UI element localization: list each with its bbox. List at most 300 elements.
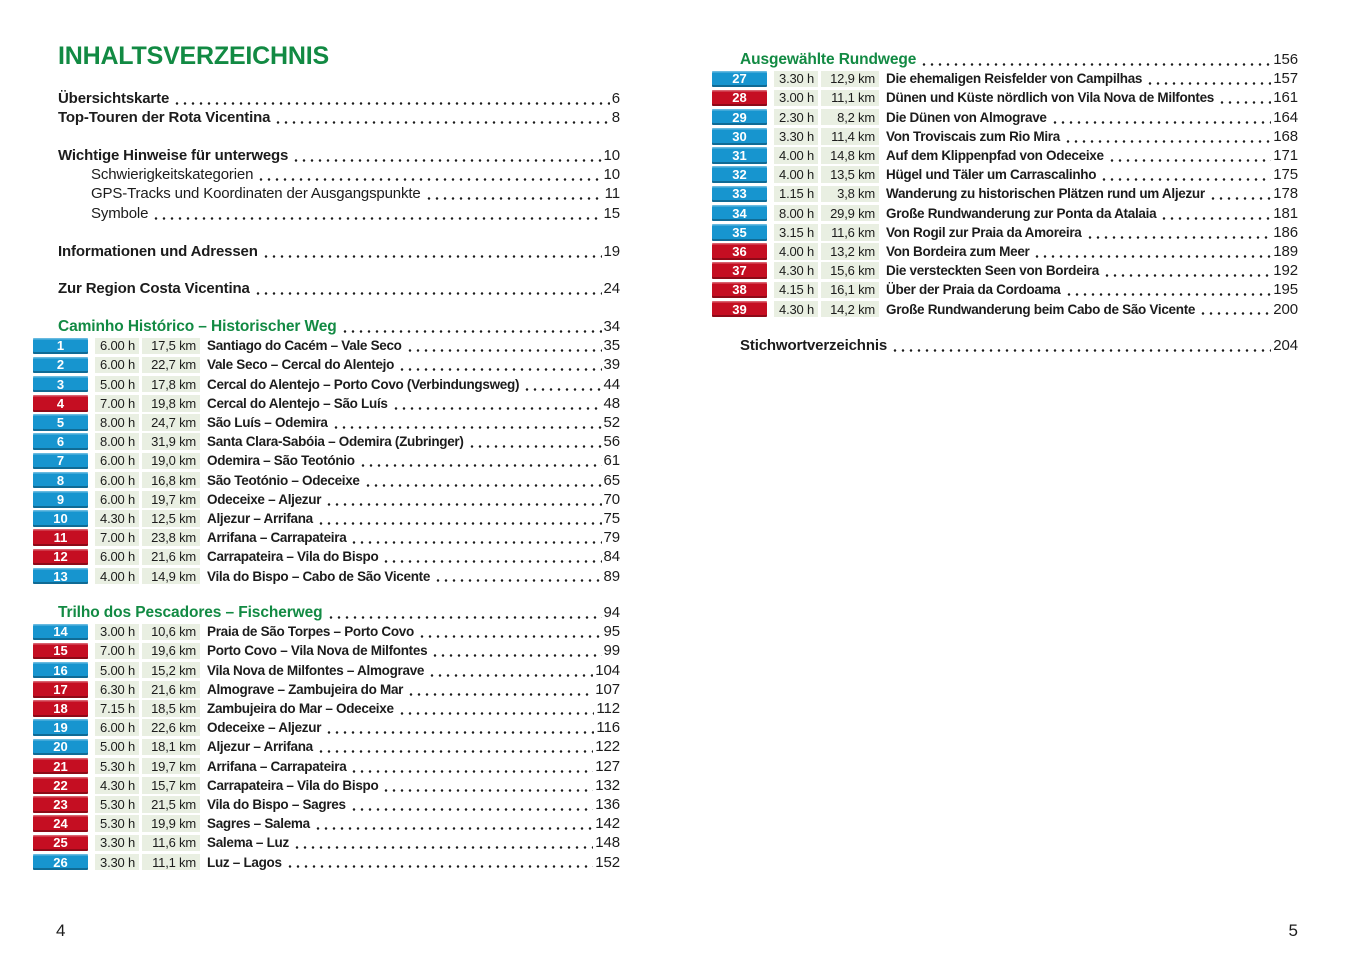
dot-leader: [1209, 184, 1271, 203]
page-number: 178: [1273, 185, 1298, 203]
toc-block-overview: [58, 89, 620, 127]
route-row: [712, 299, 1298, 318]
route-row: [712, 223, 1298, 242]
route-duration: 7.00 h: [95, 529, 139, 546]
page-number: 164: [1273, 108, 1298, 126]
dot-leader: [257, 165, 601, 184]
route-name: Arrifana – Carrapateira: [207, 530, 347, 546]
toc-block-trilho: [33, 603, 620, 872]
route-number-badge: 4: [33, 395, 88, 412]
page-number: 35: [603, 337, 620, 355]
page-number: 104: [595, 661, 620, 679]
route-row: [33, 737, 620, 756]
route-duration: 6.30 h: [95, 681, 139, 698]
page-number: 195: [1273, 281, 1298, 299]
route-distance: 31,9 km: [142, 433, 200, 450]
entry-label: Übersichtskarte: [58, 90, 170, 108]
route-row: [33, 547, 620, 566]
page-number: 79: [603, 529, 620, 547]
route-row: [712, 280, 1298, 299]
route-name: Carrapateira – Vila do Bispo: [207, 549, 379, 565]
page-number: 56: [603, 433, 620, 451]
toc-row: [58, 184, 620, 203]
dot-leader: [286, 852, 594, 871]
route-name: Vale Seco – Cercal do Alentejo: [207, 357, 395, 373]
route-distance: 21,5 km: [142, 796, 200, 813]
route-number-badge: 15: [33, 643, 88, 660]
section-title: Caminho Histórico – Historischer Weg: [58, 317, 337, 335]
route-duration: 5.00 h: [95, 376, 139, 393]
route-row: [712, 165, 1298, 184]
dot-leader: [920, 50, 1271, 69]
route-number-badge: 33: [712, 186, 767, 203]
route-distance: 12,5 km: [142, 510, 200, 527]
route-duration: 7.00 h: [95, 395, 139, 412]
route-distance: 17,8 km: [142, 376, 200, 393]
route-name: Cercal do Alentejo – Porto Covo (Verbindungsweg): [207, 376, 520, 392]
route-distance: 19,9 km: [142, 815, 200, 832]
route-distance: 15,7 km: [142, 777, 200, 794]
route-number-badge: 31: [712, 147, 767, 164]
route-number-badge: 38: [712, 282, 767, 299]
page-number: 24: [603, 280, 620, 298]
route-row: [33, 680, 620, 699]
route-distance: 10,6 km: [142, 624, 200, 641]
route-number-badge: 32: [712, 166, 767, 183]
route-number-badge: 8: [33, 472, 88, 489]
route-duration: 6.00 h: [95, 338, 139, 355]
dot-leader: [293, 833, 593, 852]
route-number-badge: 11: [33, 529, 88, 546]
dot-leader: [431, 641, 601, 660]
page-number: 175: [1273, 166, 1298, 184]
route-duration: 3.15 h: [774, 224, 818, 241]
route-distance: 21,6 km: [142, 681, 200, 698]
route-row: [33, 718, 620, 737]
route-distance: 13,2 km: [821, 243, 879, 260]
route-number-badge: 2: [33, 357, 88, 374]
dot-leader: [254, 279, 602, 298]
route-duration: 5.30 h: [95, 815, 139, 832]
route-distance: 18,5 km: [142, 700, 200, 717]
route-number-badge: 18: [33, 700, 88, 717]
route-distance: 14,2 km: [821, 301, 879, 318]
route-row: [33, 375, 620, 394]
route-duration: 6.00 h: [95, 472, 139, 489]
toc-row: [58, 89, 620, 108]
route-distance: 11,1 km: [142, 854, 200, 871]
page-number: 52: [603, 414, 620, 432]
page-number: 181: [1273, 204, 1298, 222]
route-duration: 3.30 h: [95, 854, 139, 871]
page-number: 127: [595, 757, 620, 775]
toc-row: [58, 108, 620, 127]
toc-row: [712, 50, 1298, 69]
route-row: [33, 336, 620, 355]
route-row: [33, 471, 620, 490]
route-row: [33, 451, 620, 470]
route-number-badge: 7: [33, 453, 88, 470]
route-duration: 4.30 h: [774, 262, 818, 279]
route-number-badge: 28: [712, 90, 767, 107]
toc-row: [58, 242, 620, 261]
page-number: 89: [603, 567, 620, 585]
dot-leader: [317, 509, 602, 528]
toc-block-caminho: [33, 317, 620, 586]
route-name: Arrifana – Carrapateira: [207, 758, 347, 774]
route-name: Sagres – Salema: [207, 816, 310, 832]
toc-block-region: [58, 279, 620, 298]
route-duration: 7.00 h: [95, 643, 139, 660]
page-number: 107: [595, 680, 620, 698]
dot-leader: [350, 795, 594, 814]
dot-leader: [173, 89, 610, 108]
page-number: 70: [603, 490, 620, 508]
dot-leader: [1218, 88, 1271, 107]
route-duration: 6.00 h: [95, 453, 139, 470]
dot-leader: [523, 375, 601, 394]
dot-leader: [1051, 108, 1272, 127]
route-number-badge: 17: [33, 681, 88, 698]
route-distance: 29,9 km: [821, 205, 879, 222]
page-number: 189: [1273, 242, 1298, 260]
page-number: 161: [1273, 89, 1298, 107]
page-number: 10: [603, 166, 620, 184]
route-name: São Teotónio – Odeceixe: [207, 472, 360, 488]
route-row: [33, 852, 620, 871]
route-name: Porto Covo – Vila Nova de Milfontes: [207, 643, 428, 659]
route-distance: 19,7 km: [142, 758, 200, 775]
route-row: [33, 413, 620, 432]
page-number: 200: [1273, 300, 1298, 318]
page-number: 148: [595, 834, 620, 852]
route-distance: 24,7 km: [142, 414, 200, 431]
route-name: Große Rundwanderung zur Ponta da Atalaia: [886, 205, 1157, 221]
page-number: 84: [603, 548, 620, 566]
entry-label: Top-Touren der Rota Vicentina: [58, 109, 271, 127]
dot-leader: [891, 336, 1271, 355]
route-row: [33, 490, 620, 509]
page-number: 75: [603, 509, 620, 527]
dot-leader: [350, 757, 593, 776]
route-duration: 3.30 h: [774, 128, 818, 145]
route-row: [33, 795, 620, 814]
route-row: [712, 69, 1298, 88]
page-number: 61: [603, 452, 620, 470]
route-distance: 11,1 km: [821, 90, 879, 107]
toc-row: [58, 165, 620, 184]
route-distance: 11,6 km: [142, 835, 200, 852]
dot-leader: [341, 317, 602, 336]
route-row: [33, 394, 620, 413]
route-distance: 13,5 km: [821, 166, 879, 183]
route-duration: 2.30 h: [774, 109, 818, 126]
dot-leader: [325, 718, 594, 737]
dot-leader: [292, 146, 601, 165]
route-name: Von Rogil zur Praia da Amoreira: [886, 224, 1082, 240]
page-number: 122: [595, 738, 620, 756]
route-name: Die versteckten Seen von Bordeira: [886, 263, 1099, 279]
dot-leader: [1100, 165, 1271, 184]
page-number: 204: [1273, 337, 1298, 355]
route-row: [33, 814, 620, 833]
route-duration: 3.00 h: [95, 624, 139, 641]
page-number: 157: [1273, 70, 1298, 88]
route-row: [33, 699, 620, 718]
route-duration: 4.00 h: [774, 166, 818, 183]
dot-leader: [1160, 204, 1271, 223]
dot-leader: [327, 603, 602, 622]
dot-leader: [392, 394, 602, 413]
route-duration: 4.30 h: [95, 777, 139, 794]
page-number: 15: [603, 204, 620, 222]
page-number: 142: [595, 815, 620, 833]
toc-row: [740, 336, 1298, 355]
route-number-badge: 6: [33, 433, 88, 450]
route-number-badge: 27: [712, 71, 767, 88]
route-name: Die Dünen von Almograve: [886, 109, 1047, 125]
route-name: Von Bordeira zum Meer: [886, 243, 1030, 259]
toc-block-index: [740, 336, 1298, 355]
route-duration: 4.00 h: [774, 243, 818, 260]
route-row: [712, 261, 1298, 280]
page-number: 34: [603, 318, 620, 336]
route-number-badge: 35: [712, 224, 767, 241]
route-distance: 19,0 km: [142, 453, 200, 470]
page-folio-left: 4: [56, 921, 66, 940]
page-number: 156: [1273, 51, 1298, 69]
route-name: Almograve – Zambujeira do Mar: [207, 681, 404, 697]
route-number-badge: 20: [33, 739, 88, 756]
route-distance: 14,8 km: [821, 147, 879, 164]
route-name: Vila Nova de Milfontes – Almograve: [207, 662, 425, 678]
route-row: [33, 641, 620, 660]
page-number: 152: [595, 853, 620, 871]
route-name: Salema – Luz: [207, 835, 289, 851]
route-duration: 4.00 h: [774, 147, 818, 164]
page-number: 186: [1273, 223, 1298, 241]
page-number: 10: [603, 147, 620, 165]
route-distance: 21,6 km: [142, 549, 200, 566]
route-duration: 4.30 h: [95, 510, 139, 527]
route-name: Von Troviscais zum Rio Mira: [886, 128, 1060, 144]
route-duration: 7.15 h: [95, 700, 139, 717]
page-number: 136: [595, 795, 620, 813]
page-number: 44: [603, 375, 620, 393]
route-number-badge: 21: [33, 758, 88, 775]
route-row: [712, 184, 1298, 203]
route-number-badge: 23: [33, 796, 88, 813]
dot-leader: [359, 451, 602, 470]
route-duration: 4.00 h: [95, 568, 139, 585]
route-number-badge: 39: [712, 301, 767, 318]
route-name: Die ehemaligen Reisfelder von Campilhas: [886, 71, 1143, 87]
route-number-badge: 14: [33, 624, 88, 641]
route-distance: 16,8 km: [142, 472, 200, 489]
route-duration: 6.00 h: [95, 357, 139, 374]
route-duration: 8.00 h: [95, 414, 139, 431]
route-distance: 17,5 km: [142, 338, 200, 355]
route-name: Vila do Bispo – Sagres: [207, 796, 346, 812]
page-number: 99: [603, 642, 620, 660]
dot-leader: [1146, 69, 1271, 88]
section-title: Trilho dos Pescadores – Fischerweg: [58, 603, 323, 621]
toc-block-information: [58, 242, 620, 261]
route-row: [33, 566, 620, 585]
route-duration: 6.00 h: [95, 549, 139, 566]
dot-leader: [317, 737, 593, 756]
dot-leader: [350, 528, 601, 547]
route-number-badge: 30: [712, 128, 767, 145]
entry-label: Zur Region Costa Vicentina: [58, 280, 250, 298]
route-row: [33, 833, 620, 852]
route-distance: 11,4 km: [821, 128, 879, 145]
route-distance: 19,8 km: [142, 395, 200, 412]
toc-row: [58, 146, 620, 165]
route-number-badge: 37: [712, 262, 767, 279]
route-number-badge: 9: [33, 491, 88, 508]
dot-leader: [332, 413, 602, 432]
toc-row: [33, 603, 620, 622]
dot-leader: [1108, 146, 1272, 165]
page-number: 19: [603, 243, 620, 261]
dot-leader: [1086, 223, 1272, 242]
route-distance: 22,7 km: [142, 357, 200, 374]
route-name: Luz – Lagos: [207, 854, 282, 870]
route-number-badge: 19: [33, 719, 88, 736]
route-duration: 8.00 h: [774, 205, 818, 222]
route-duration: 1.15 h: [774, 186, 818, 203]
route-name: Wanderung zu historischen Plätzen rund um Aljezur: [886, 186, 1205, 202]
route-row: [712, 204, 1298, 223]
dot-leader: [418, 622, 602, 641]
route-number-badge: 22: [33, 777, 88, 794]
route-number-badge: 12: [33, 549, 88, 566]
route-row: [33, 509, 620, 528]
route-row: [33, 661, 620, 680]
route-number-badge: 13: [33, 568, 88, 585]
dot-leader: [1199, 299, 1271, 318]
route-number-badge: 29: [712, 109, 767, 126]
route-duration: 5.30 h: [95, 758, 139, 775]
route-name: Cercal do Alentejo – São Luís: [207, 395, 388, 411]
route-name: Hügel und Täler um Carrascalinho: [886, 167, 1097, 183]
dot-leader: [364, 471, 602, 490]
route-distance: 18,1 km: [142, 739, 200, 756]
route-row: [712, 108, 1298, 127]
dot-leader: [382, 776, 593, 795]
route-duration: 5.00 h: [95, 662, 139, 679]
dot-leader: [1033, 242, 1271, 261]
page-number: 39: [603, 356, 620, 374]
page-number: 192: [1273, 262, 1298, 280]
route-name: Über der Praia da Cordoama: [886, 282, 1061, 298]
route-name: Große Rundwanderung beim Cabo de São Vicente: [886, 301, 1196, 317]
route-name: Odeceixe – Aljezur: [207, 720, 322, 736]
dot-leader: [274, 108, 609, 127]
entry-label: Wichtige Hinweise für unterwegs: [58, 147, 289, 165]
toc-block-rundwege: [712, 50, 1298, 319]
route-duration: 3.30 h: [774, 71, 818, 88]
route-name: Odeceixe – Aljezur: [207, 491, 322, 507]
dot-leader: [382, 547, 601, 566]
dot-leader: [398, 355, 601, 374]
route-number-badge: 16: [33, 662, 88, 679]
dot-leader: [262, 242, 602, 261]
route-row: [33, 757, 620, 776]
route-duration: 3.30 h: [95, 835, 139, 852]
route-name: Praia de São Torpes – Porto Covo: [207, 624, 414, 640]
route-duration: 3.00 h: [774, 90, 818, 107]
dot-leader: [434, 566, 601, 585]
dot-leader: [407, 680, 593, 699]
route-name: Dünen und Küste nördlich von Vila Nova de Milfontes: [886, 90, 1214, 106]
route-distance: 11,6 km: [821, 224, 879, 241]
route-duration: 6.00 h: [95, 491, 139, 508]
page-number: 132: [595, 776, 620, 794]
page-number: 95: [603, 623, 620, 641]
dot-leader: [425, 184, 603, 203]
route-number-badge: 5: [33, 414, 88, 431]
route-distance: 8,2 km: [821, 109, 879, 126]
entry-label: Symbole: [91, 204, 149, 222]
dot-leader: [1103, 261, 1271, 280]
route-distance: 15,6 km: [821, 262, 879, 279]
page-title: INHALTSVERZEICHNIS: [58, 42, 329, 70]
route-duration: 5.30 h: [95, 796, 139, 813]
dot-leader: [406, 336, 602, 355]
route-name: Vila do Bispo – Cabo de São Vicente: [207, 568, 431, 584]
page-number: 116: [596, 719, 620, 737]
route-number-badge: 1: [33, 338, 88, 355]
dot-leader: [325, 490, 601, 509]
route-row: [712, 146, 1298, 165]
route-number-badge: 24: [33, 815, 88, 832]
route-distance: 19,6 km: [142, 643, 200, 660]
route-number-badge: 10: [33, 510, 88, 527]
route-name: Aljezur – Arrifana: [207, 510, 313, 526]
toc-row: [58, 279, 620, 298]
page-number: 65: [603, 471, 620, 489]
route-row: [33, 432, 620, 451]
route-name: Santa Clara-Sabóia – Odemira (Zubringer): [207, 434, 464, 450]
route-row: [712, 88, 1298, 107]
route-duration: 8.00 h: [95, 433, 139, 450]
toc-block-hints: [58, 146, 620, 223]
dot-leader: [1064, 127, 1271, 146]
route-number-badge: 36: [712, 243, 767, 260]
page-number: 8: [611, 109, 620, 127]
route-number-badge: 34: [712, 205, 767, 222]
dot-leader: [1065, 280, 1272, 299]
page-number: 94: [603, 604, 620, 622]
entry-label: Schwierigkeitskategorien: [91, 166, 254, 184]
page-number: 171: [1273, 147, 1298, 165]
dot-leader: [428, 661, 593, 680]
route-distance: 22,6 km: [142, 719, 200, 736]
page-number: 11: [604, 185, 620, 203]
route-name: Zambujeira do Mar – Odeceixe: [207, 701, 394, 717]
page-number: 168: [1273, 127, 1298, 145]
dot-leader: [398, 699, 595, 718]
route-distance: 3,8 km: [821, 186, 879, 203]
page-number: 6: [611, 90, 620, 108]
dot-leader: [152, 204, 601, 223]
route-name: Aljezur – Arrifana: [207, 739, 313, 755]
page-number: 48: [603, 394, 620, 412]
route-distance: 15,2 km: [142, 662, 200, 679]
route-number-badge: 3: [33, 376, 88, 393]
